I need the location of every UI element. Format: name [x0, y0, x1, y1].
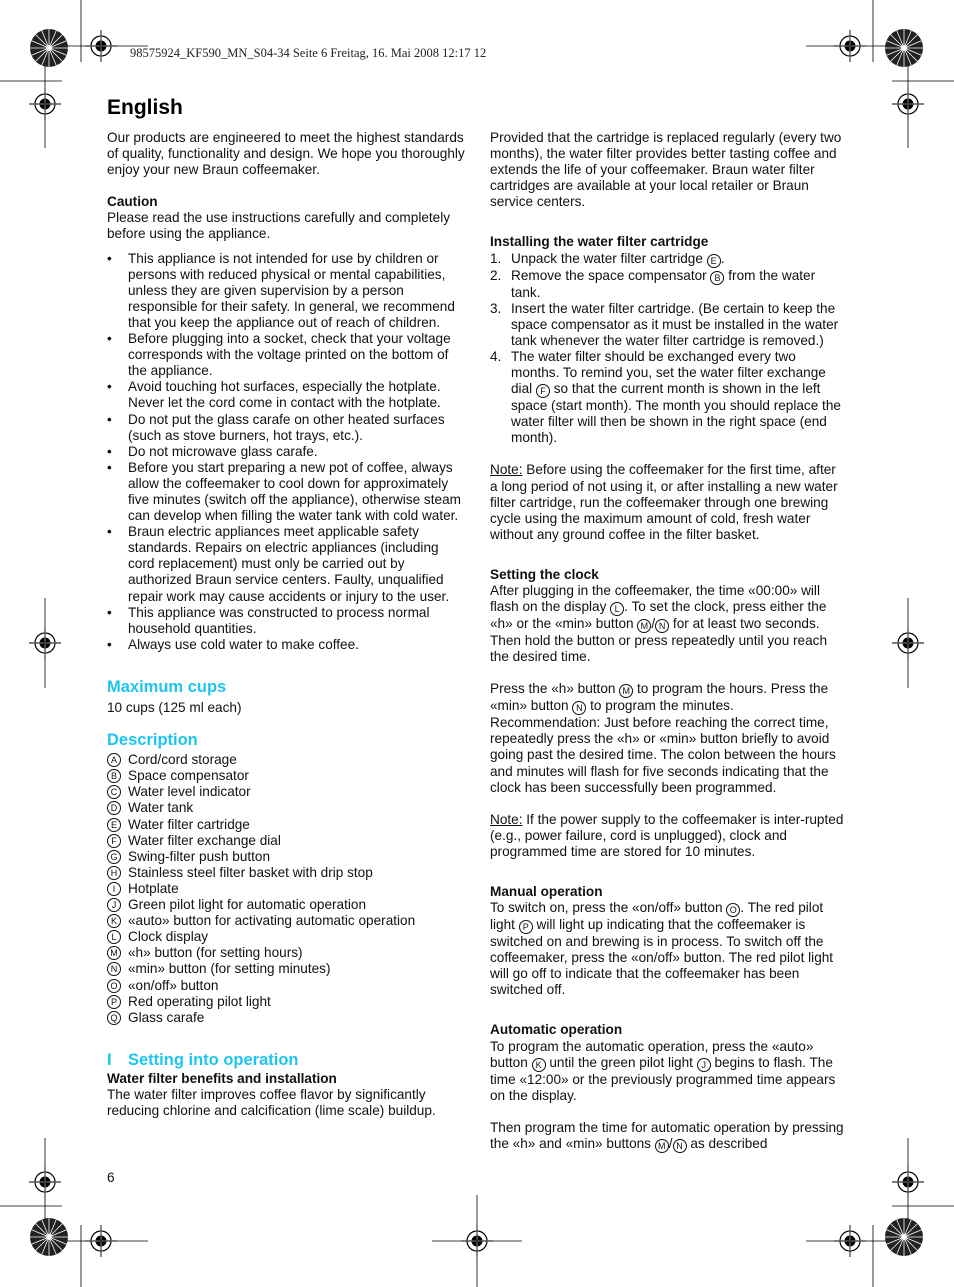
letter-f-badge: F	[536, 384, 550, 398]
note-label: Note:	[490, 811, 523, 827]
text-run: as described	[686, 1135, 768, 1151]
step-text: Remove the space compensator	[511, 267, 711, 283]
text-run: Press the «h» button	[490, 681, 620, 697]
list-item	[107, 849, 465, 865]
item-label: «auto» button for activating automatic operation	[128, 913, 416, 929]
letter-k-badge: K	[532, 1058, 546, 1072]
text-run: begins to flash. The time «12:00» or the previously programmed time appears on the display.	[490, 1054, 836, 1103]
list-item	[107, 978, 465, 994]
text-run: /	[668, 1135, 673, 1151]
list-item: • Before plugging into a socket, check that your voltage corresponds with the voltage printed on the bottom of the appliance.	[107, 331, 465, 379]
setting-heading	[107, 1052, 465, 1068]
step-text: Insert the water filter cartridge. (Be certain to keep the space compensator as it must be installed in the water tank whenever the water filter cartridge is removed.)	[511, 300, 839, 348]
step-text: from the water tank.	[511, 267, 816, 300]
list-item	[107, 994, 465, 1010]
text-run: To program the automatic operation, press the «auto» button	[490, 1038, 814, 1070]
install-steps	[490, 251, 846, 447]
manual-heading: Manual operation	[490, 884, 603, 899]
list-item	[490, 268, 846, 301]
right-column	[490, 130, 846, 1153]
list-item	[107, 961, 465, 977]
list-item	[107, 945, 465, 961]
item-label: Swing-filter push button	[128, 848, 271, 864]
list-item: • Before you start preparing a new pot of coffee, always allow the coffeemaker to cool down for approximately five minutes (switch off the appliance), otherwise steam can develop when filling the water tank with cold water.	[107, 460, 465, 524]
letter-e-badge: E	[107, 818, 121, 832]
letter-n-badge: N	[572, 701, 586, 715]
letter-m-badge: M	[637, 619, 651, 633]
item-label: Hotplate	[128, 880, 179, 896]
note-first-use	[490, 462, 846, 542]
letter-m-badge: M	[619, 684, 633, 698]
text-run: . The red pilot light	[490, 900, 824, 933]
list-item: • Do not microwave glass carafe.	[107, 444, 465, 460]
auto-paragraph-2	[490, 1120, 846, 1153]
manual-paragraph	[490, 900, 846, 998]
item-label: Water level indicator	[128, 784, 251, 800]
list-item	[107, 913, 465, 929]
list-item: • Avoid touching hot surfaces, especially the hotplate. Never let the cord come in contact with the hotplate.	[107, 379, 465, 411]
letter-q-badge: Q	[107, 1011, 121, 1025]
description-heading: Description	[107, 731, 198, 750]
list-item	[107, 1010, 465, 1026]
item-label: «min» button (for setting minutes)	[128, 961, 331, 977]
text-run: To switch on, press the «on/off» button	[490, 900, 727, 916]
list-item	[107, 897, 465, 913]
auto-heading: Automatic operation	[490, 1022, 623, 1038]
list-item	[490, 301, 846, 349]
letter-n-badge: N	[655, 619, 669, 633]
max-cups-heading: Maximum cups	[107, 677, 227, 696]
max-cups-text: 10 cups (125 ml each)	[107, 700, 242, 715]
intro-paragraph: Our products are engineered to meet the highest standards of quality, functionality and design. We hope you thoroughly enjoy your new Braun coffeemaker.	[107, 130, 465, 178]
text-run: After plugging in the coffeemaker, the time «00:00» will flash on the display	[490, 582, 820, 615]
list-item	[107, 784, 465, 800]
clock-paragraph-1	[490, 583, 846, 665]
safety-list	[107, 251, 465, 653]
item-label: «h» button (for setting hours)	[128, 945, 303, 961]
list-item: • This appliance was constructed to process normal household quantities.	[107, 605, 465, 637]
list-item: • This appliance is not intended for use by children or persons with reduced physical or mental capabilities, unless they are given supervision by a person responsible for their safety. In general, we recommend that you keep the appliance out of reach of children.	[107, 251, 465, 331]
note-text: Before using the coffeemaker for the first time, after a long period of not using it, or after installing a new water filter cartridge, run the coffeemaker through one brewing cycle using the maximum amount of cold, fresh water without any ground coffee in the filter basket.	[490, 462, 838, 542]
list-item	[107, 881, 465, 897]
caution-text: Please read the use instructions carefully and completely before using the appliance.	[107, 210, 451, 242]
item-label: Clock display	[128, 929, 209, 945]
letter-n-badge: N	[673, 1139, 687, 1153]
print-slug: 98575924_KF590_MN_S04-34 Seite 6 Freitag, 16. Mai 2008 12:17 12	[130, 46, 487, 60]
letter-p-badge: P	[519, 920, 533, 934]
list-item	[107, 833, 465, 849]
step-number: 1.	[490, 250, 502, 266]
letter-b-badge: B	[107, 769, 121, 783]
caution-heading: Caution	[107, 194, 158, 210]
text-run: to program the hours. Press the «min» button	[490, 681, 829, 714]
note-power	[490, 812, 846, 860]
page-number: 6	[107, 1170, 115, 1185]
section-number: I	[107, 1050, 112, 1069]
letter-l-badge: L	[610, 602, 624, 616]
left-column	[107, 130, 465, 1119]
text-run: /	[651, 616, 656, 632]
letter-b-badge: B	[710, 271, 724, 285]
page-title: English	[107, 96, 183, 119]
filter-heading: Water filter benefits and installation	[107, 1070, 337, 1086]
letter-j-badge: J	[697, 1058, 711, 1072]
item-label: Green pilot light for automatic operation	[128, 897, 367, 913]
letter-n-badge: N	[107, 962, 121, 976]
step-text: The water filter should be exchanged every two months. To remind you, set the water filter exchange dial	[511, 348, 826, 397]
list-item: • Always use cold water to make coffee.	[107, 637, 465, 653]
letter-o-badge: O	[726, 903, 740, 917]
letter-c-badge: C	[107, 785, 121, 799]
letter-g-badge: G	[107, 850, 121, 864]
list-item	[107, 929, 465, 945]
letter-p-badge: P	[107, 995, 121, 1009]
letter-d-badge: D	[107, 801, 121, 815]
letter-i-badge: I	[107, 882, 121, 896]
item-label: Water filter cartridge	[128, 816, 250, 832]
install-heading: Installing the water filter cartridge	[490, 234, 709, 250]
item-label: «on/off» button	[128, 977, 219, 993]
step-text: so that the current month is shown in the left space (start month). The month you should replace the water filter will then be shown in the right space (end month).	[511, 381, 841, 446]
auto-paragraph-1	[490, 1039, 846, 1104]
letter-m-badge: M	[107, 946, 121, 960]
list-item	[107, 817, 465, 833]
list-item	[490, 251, 846, 268]
list-item	[107, 865, 465, 881]
text-run: for at least two seconds. Then hold the button or press repeatedly until you reach the desired time.	[490, 616, 828, 665]
letter-m-badge: M	[655, 1139, 669, 1153]
letter-h-badge: H	[107, 866, 121, 880]
letter-a-badge: A	[107, 753, 121, 767]
list-item	[107, 752, 465, 768]
cartridge-paragraph: Provided that the cartridge is replaced regularly (every two months), the water filter provides better tasting coffee and extends the life of your coffeemaker. Braun water filter cartridges are available at your local retailer or Braun service centers.	[490, 130, 842, 210]
note-text: If the power supply to the coffeemaker is inter-rupted (e.g., power failure, cord is unplugged), clock and programmed time are stored for 10 minutes.	[490, 811, 844, 859]
setting-heading-text: Setting into operation	[128, 1050, 299, 1069]
item-label: Water filter exchange dial	[128, 832, 281, 848]
text-run: . To set the clock, press either the «h» or the «min» button	[490, 599, 827, 632]
item-label: Space compensator	[128, 768, 249, 784]
text-run: to program the minutes. Recommendation: Just before reaching the correct time, repeatedly press the «h» or «min» button briefly to avoid going past the desired time. The colon between the hours and minutes will flash for five seconds indicating that the clock has been successfully been programmed.	[490, 698, 836, 795]
step-number: 2.	[490, 267, 502, 283]
text-run: until the green pilot light	[545, 1054, 697, 1070]
item-label: Red operating pilot light	[128, 993, 271, 1009]
list-item	[107, 768, 465, 784]
description-list	[107, 752, 465, 1026]
item-label: Stainless steel filter basket with drip stop	[128, 864, 373, 880]
clock-paragraph-2	[490, 681, 846, 795]
letter-f-badge: F	[107, 834, 121, 848]
letter-e-badge: E	[707, 254, 721, 268]
text-run: Then program the time for automatic operation by pressing the «h» and «min» buttons	[490, 1119, 844, 1151]
step-text: .	[720, 250, 725, 266]
step-text: Unpack the water filter cartridge	[511, 250, 707, 266]
list-item: • Braun electric appliances meet applicable safety standards. Repairs on electric appliances (including cord replacement) must only be carried out by authorized Braun service centers. Faulty, unqualified repair work may cause accidents or injury to the user.	[107, 524, 465, 604]
list-item	[107, 800, 465, 816]
step-number: 3.	[490, 300, 502, 316]
list-item	[490, 349, 846, 446]
item-label: Water tank	[128, 800, 194, 816]
list-item: • Do not put the glass carafe on other heated surfaces (such as stove burners, hot trays, etc.).	[107, 412, 465, 444]
filter-text: The water filter improves coffee flavor by significantly reducing chlorine and calcification (lime scale) buildup.	[107, 1086, 436, 1119]
note-label: Note:	[490, 462, 523, 478]
letter-l-badge: L	[107, 930, 121, 944]
text-run: will light up indicating that the coffeemaker is switched on and brewing is in process. To switch off the coffeemaker, press the «on/off» button. The red pilot light will go off to indicate that the coffeemaker has been switched off.	[490, 917, 834, 998]
step-number: 4.	[490, 348, 502, 364]
item-label: Glass carafe	[128, 1009, 205, 1025]
letter-k-badge: K	[107, 914, 121, 928]
item-label: Cord/cord storage	[128, 752, 237, 768]
clock-heading: Setting the clock	[490, 566, 599, 582]
letter-o-badge: O	[107, 979, 121, 993]
letter-j-badge: J	[107, 898, 121, 912]
